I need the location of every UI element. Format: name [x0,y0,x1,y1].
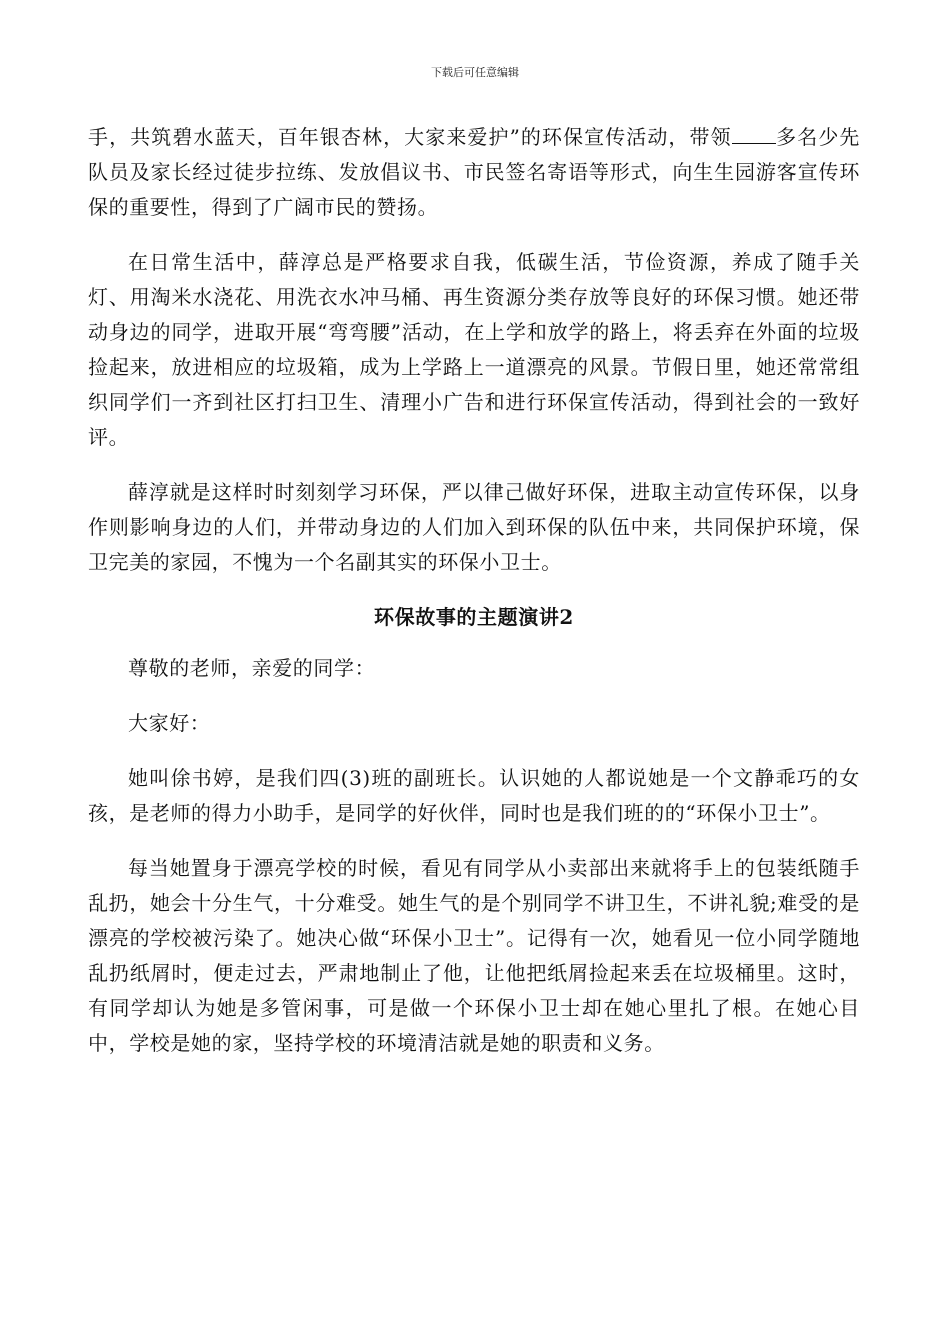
salutation: 尊敬的老师，亲爱的同学： [128,656,376,680]
fill-in-blank [732,122,776,144]
paragraph-1-part1: 手，共筑碧水蓝天，百年银杏林，大家来爱护”的环保宣传活动，带领 [88,125,732,149]
paragraph-1-part2: 多名少先队员及家长经过徒步拉练、发放倡议书、市民签名寄语等形式，向生生园游客宣传环保的重要性，得到了广阔市民的赞扬。 [88,125,861,219]
greeting: 大家好： [128,711,211,735]
paragraph-6: 她叫俆书婷，是我们四(3)班的副班长。认识她的人都说她是一个文静乖巧的女孩，是老师的得力小助手，是同学的好伙伴，同时也是我们班的的“环保小卫士”。 [88,766,860,825]
section-heading: 环保故事的主题演讲2 [374,605,574,629]
paragraph-1 [88,120,860,225]
document-body [88,120,860,1081]
paragraph-7: 每当她置身于漂亮学校的时候，看见有同学从小卖部出来就将手上的包装纸随手乱扔，她会十分生气，十分难受。她生气的是个别同学不讲卫生，不讲礼貌;难受的是漂亮的学校被污染了。她决心做“环保小卫士”。记得有一次，她看见一位小同学随地乱扔纸屑时，便走过去，严肃地制止了他，让他把纸屑捡起来丢在垃圾桶里。这时，有同学却认为她是多管闲事，可是做一个环保小卫士却在她心里扎了根。在她心目中，学校是她的家，坚持学校的环境清洁就是她的职责和义务。 [88,856,860,1055]
paragraph-2: 在日常生活中，薛淳总是严格要求自我，低碳生活，节俭资源，养成了随手关灯、用淘米水浇花、用洗衣水冲马桶、再生资源分类存放等良好的环保习惯。她还带动身边的同学，进取开展“弯弯腰”活动，在上学和放学的路上，将丢弃在外面的垃圾捡起来，放进相应的垃圾箱，成为上学路上一道漂亮的风景。节假日里，她还常常组织同学们一齐到社区打扫卫生、清理小广告和进行环保宣传活动，得到社会的一致好评。 [88,250,860,449]
paragraph-3: 薛淳就是这样时时刻刻学习环保，严以律己做好环保，进取主动宣传环保，以身作则影响身边的人们，并带动身边的人们加入到环保的队伍中来，共同保护环境，保卫完美的家园，不愧为一个名副其实的环保小卫士。 [88,480,860,574]
page-header: 下载后可任意编辑 [431,66,519,79]
